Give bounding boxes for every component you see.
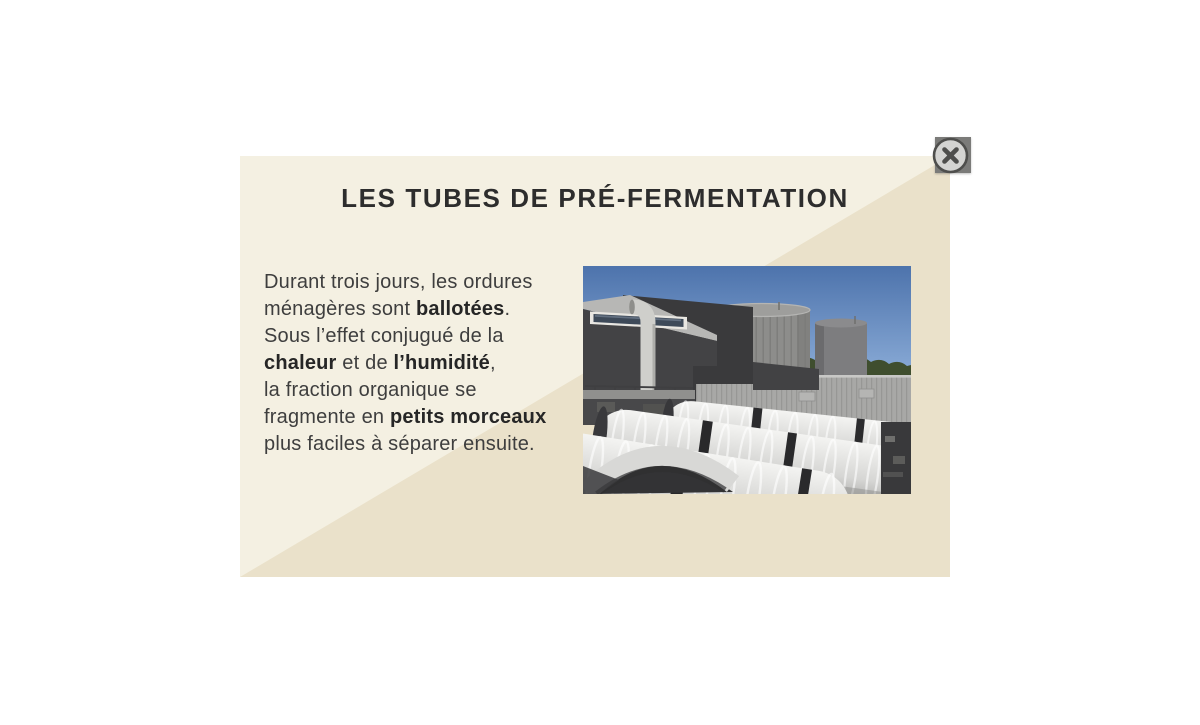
close-icon	[931, 135, 975, 175]
photo-illustration	[583, 266, 911, 494]
paragraph-line: Durant trois jours, les ordures	[264, 271, 533, 293]
paragraph-line: fragmente en petits morceaux	[264, 406, 547, 428]
paragraph	[264, 269, 546, 458]
paragraph-line: Sous l’effet conjugué de la	[264, 325, 504, 347]
page-title: LES TUBES DE PRÉ-FERMENTATION	[341, 183, 849, 213]
modal	[240, 156, 950, 577]
paragraph-line: la fraction organique se	[264, 379, 477, 401]
pre-fermentation-tubes-photo	[583, 266, 911, 494]
paragraph-line: ménagères sont ballotées.	[264, 298, 511, 320]
close-button[interactable]	[935, 137, 971, 173]
paragraph-line: plus faciles à séparer ensuite.	[264, 433, 535, 455]
paragraph-line: chaleur et de l’humidité,	[264, 352, 496, 374]
